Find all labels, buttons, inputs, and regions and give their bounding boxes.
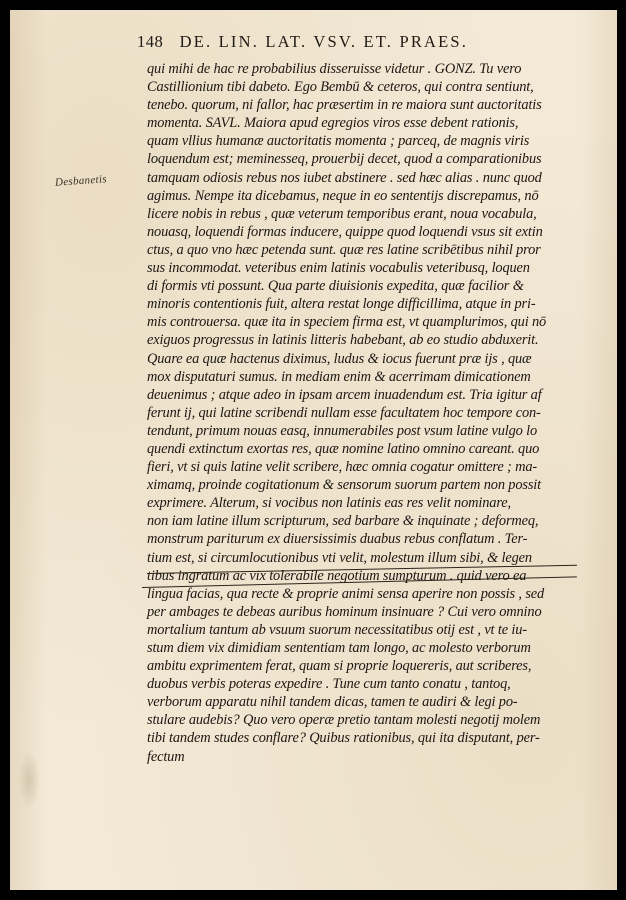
text-line: tium est, si circumlocutionibus vti velit, molestum illum sibi, & legen xyxy=(147,549,532,566)
text-line: mox disputaturi sumus. in mediam enim & acerrimam dimicationem xyxy=(147,368,531,385)
text-line: mis controuersa. quæ ita in speciem firma est, vt quamplurimos, qui nō xyxy=(147,314,547,331)
text-line: lingua facias, qua recte & proprie animi sensa aperire non possis , sed xyxy=(147,585,545,602)
text-line: ambitu exprimentem ferat, quam si proprie loquereris, aut scriberes, xyxy=(147,658,532,675)
text-line: tibus ingratum ac vix tolerabile negotium sumpturum . quid vero ea xyxy=(147,567,527,584)
text-line: per ambages te debeas auribus hominum insinuare ? Cui vero omnino xyxy=(147,603,542,620)
text-line: momenta. SAVL. Maiora apud egregios viros esse debent rationis, xyxy=(147,115,519,132)
paper-stain xyxy=(18,750,40,810)
text-line: monstrum pariturum ex diuersissimis duabus rebus conflatum . Ter- xyxy=(147,531,528,548)
text-line: minoris contentionis fuit, altera restat longe difficillima, atque in pri- xyxy=(147,296,536,313)
text-line: di formis vti possunt. Qua parte diuisionis expedita, quæ facilior & xyxy=(147,278,524,295)
handwritten-margin-note: Desbanetis xyxy=(54,173,108,189)
text-line: nouasq, loquendi formas inducere, quippe quod loquendi vsus sit extin xyxy=(147,223,543,240)
text-line: fieri, vt si quis latine velit scribere, hæc omnia cogatur omittere ; ma- xyxy=(147,459,538,476)
text-line: deuenimus ; atque adeo in ipsam arcem inuadendum est. Tria igitur af xyxy=(147,386,542,403)
page-number: 148 xyxy=(137,32,164,51)
text-line: qui mihi de hac re probabilius disseruisse videtur . GONZ. Tu vero xyxy=(147,61,522,77)
text-line: mortalium tantum ab vsuum suorum necessitatibus otij est , vt te iu- xyxy=(147,621,527,638)
text-line: quendi extinctum exortas res, quæ nomine latino omnino careant. quo xyxy=(147,440,540,457)
page-header xyxy=(137,32,468,52)
text-line: Castillionium tibi dabeto. Ego Bembū & ceteros, qui contra sentiunt, xyxy=(147,79,534,96)
text-line: fectum xyxy=(147,748,185,765)
text-line: duobus verbis poteras expedire . Tune cum tanto conatu , tantoq, xyxy=(147,676,511,693)
text-line: agimus. Nempe ita dicebamus, neque in eo sententijs discrepamus, nō xyxy=(147,187,539,204)
text-line: quam vllius humanæ auctoritatis momenta ; parceq, de magnis viris xyxy=(147,133,530,150)
text-line: ctus, a quo vno hæc petenda sunt. quæ res latine scribētibus nihil pror xyxy=(147,241,541,258)
text-line: licere nobis in rebus , quæ veterum temporibus erant, noua vocabula, xyxy=(147,205,537,222)
running-title: DE. LIN. LAT. VSV. ET. PRAES. xyxy=(179,32,469,51)
text-line: tendunt, primum nouas easq, innumerabiles post vsum latine vulgo lo xyxy=(147,422,538,439)
text-line: ximamq, proinde cogitationum & sensorum suorum partem non possit xyxy=(147,477,541,494)
text-line: sus incommodat. veteribus enim latinis vocabulis veteribusq, loquen xyxy=(147,260,530,277)
text-line: stum diem vix dimidiam sententiam tam longo, ac molesto verborum xyxy=(147,640,531,656)
text-line: stulare audebis? Quo vero operæ pretio tantam molesti negotij molem xyxy=(147,712,541,729)
text-line: loquendum est; meminesseq, prouerbij decet, quod a comparationibus xyxy=(147,151,542,168)
text-line: exprimere. Alterum, si vocibus non latinis eas res velit nominare, xyxy=(147,495,511,512)
text-line: non iam latine illum scripturum, sed barbare & inquinate ; deformeq, xyxy=(147,513,539,530)
text-line: ferunt ij, qui latine scribendi nullam esse facultatem hoc tempore con- xyxy=(147,404,541,421)
text-line: exiguos progressus in latinis litteris habebant, ab eo studio abduxerit. xyxy=(147,332,539,349)
text-line: tenebo. quorum, ni fallor, hac præsertim in re maiora sunt auctoritatis xyxy=(147,97,542,114)
body-text xyxy=(147,60,567,766)
text-line: verborum apparatu nihil tandem dicas, tamen te audiri & legi po- xyxy=(147,694,518,711)
text-line: tibi tandem studes conflare? Quibus rationibus, qui ita disputant, per- xyxy=(147,730,540,747)
text-line: Quare ea quæ hactenus diximus, ludus & iocus fuerunt præ ijs , quæ xyxy=(147,350,532,367)
text-line: tamquam odiosis rebus nos iubet abstinere . sed hæc alias . nunc quod xyxy=(147,169,542,186)
book-page xyxy=(10,10,617,890)
